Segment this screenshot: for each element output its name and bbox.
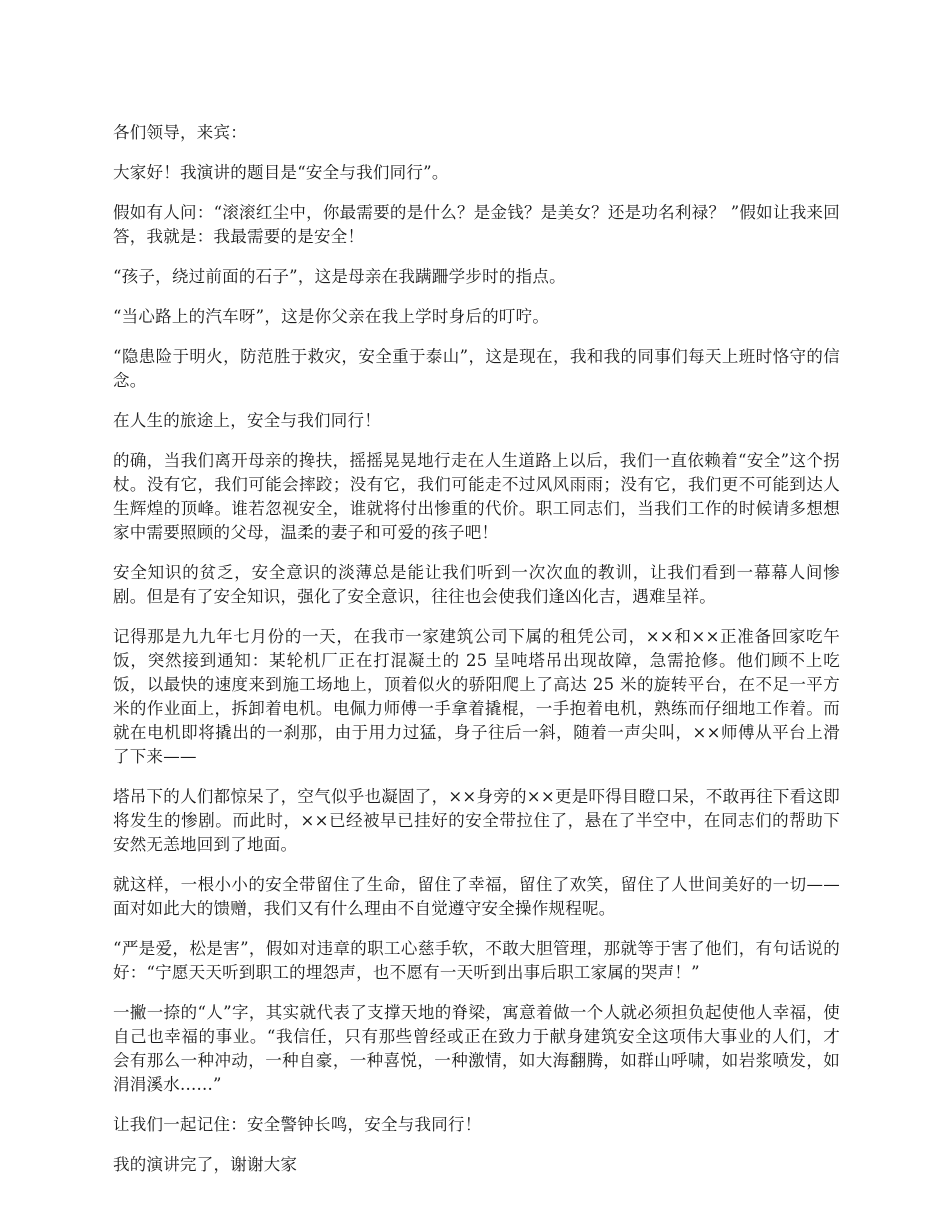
paragraph-journey: 在人生的旅途上，安全与我们同行！ [113, 411, 381, 430]
document-body [113, 121, 840, 1193]
paragraph-greeting: 大家好！我演讲的题目是“安全与我们同行”。 [113, 163, 449, 182]
paragraph-question: 假如有人问：“滚滚红尘中，你最需要的是什么？是金钱？是美女？还是功名利禄？ ”假如让我来回答，我就是：我最需要的是安全！ [113, 203, 840, 246]
paragraph-person: 一撇一捺的“人”字，其实就代表了支撑天地的脊梁，寓意着做一个人就必须担负起使他人幸福，使自己也幸福的事业。“我信任，只有那些曾经或正在致力于献身建筑安全这项伟大事业的人们，才会有那么一种冲动，一种自豪，一种喜悦，一种激情，如大海翻腾，如群山呼啸，如岩浆喷发，如涓涓溪水......” [113, 1003, 840, 1094]
paragraph-crutch: 的确，当我们离开母亲的搀扶，摇摇晃晃地行走在人生道路上以后，我们一直依赖着“安全”这个拐杖。没有它，我们可能会摔跤；没有它，我们可能走不过风风雨雨；没有它，我们更不可能到达人生辉煌的顶峰。谁若忽视安全，谁就将付出惨重的代价。职工同志们，当我们工作的时候请多想想家中需要照顾的父母，温柔的妻子和可爱的孩子吧！ [113, 451, 840, 542]
paragraph-closing: 我的演讲完了，谢谢大家 [113, 1155, 298, 1174]
paragraph-story: 记得那是九九年七月份的一天，在我市一家建筑公司下属的租凭公司，××和××正准备回家吃午饭，突然接到通知：某轮机厂正在打混凝土的 25 呈吨塔吊出现故障，急需抢修。他们顾不上吃饭，以最快的速度来到施工场地上，顶着似火的骄阳爬上了高达 25 米的旋转平台，在不足一平方米的作业面上，拆卸着电机。电佩力师傅一手拿着撬棍，一手抱着电机，熟练而仔细地工作着。而就在电机即将撬出的一刹那，由于用力过猛，身子往后一斜，随着一声尖叫，××师傅从平台上滑了下来—— [113, 627, 840, 766]
paragraph-belief: “隐患险于明火，防范胜于救灾，安全重于泰山”，这是现在，我和我的同事们每天上班时恪守的信念。 [113, 347, 840, 390]
paragraph-father: “当心路上的汽车呀”，这是你父亲在我上学时身后的叮咛。 [113, 307, 550, 326]
paragraph-strict-love: “严是爱，松是害”，假如对违章的职工心慈手软，不敢大胆管理，那就等于害了他们，有句话说的好：“宁愿天天听到职工的埋怨声，也不愿有一天听到出事后职工家属的哭声！” [113, 939, 840, 982]
paragraph-rescue: 塔吊下的人们都惊呆了，空气似乎也凝固了，××身旁的××更是吓得目瞪口呆，不敢再往下看这即将发生的惨剧。而此时，××已经被早已挂好的安全带拉住了，悬在了半空中，在同志们的帮助下安然无恙地回到了地面。 [113, 787, 840, 854]
paragraph-mother: “孩子，绕过前面的石子”，这是母亲在我蹒跚学步时的指点。 [113, 267, 566, 286]
paragraph-safety-belt: 就这样，一根小小的安全带留住了生命，留住了幸福，留住了欢笑，留住了人世间美好的一切——面对如此大的馈赠，我们又有什么理由不自觉遵守安全操作规程呢。 [113, 875, 840, 918]
paragraph-remember: 让我们一起记住：安全警钟长鸣，安全与我同行！ [113, 1115, 482, 1134]
paragraph-salutation: 各们领导，来宾： [113, 123, 247, 142]
paragraph-knowledge: 安全知识的贫乏，安全意识的淡薄总是能让我们听到一次次血的教训，让我们看到一幕幕人间惨剧。但是有了安全知识，强化了安全意识，往往也会使我们逢凶化吉，遇难呈祥。 [113, 563, 840, 606]
